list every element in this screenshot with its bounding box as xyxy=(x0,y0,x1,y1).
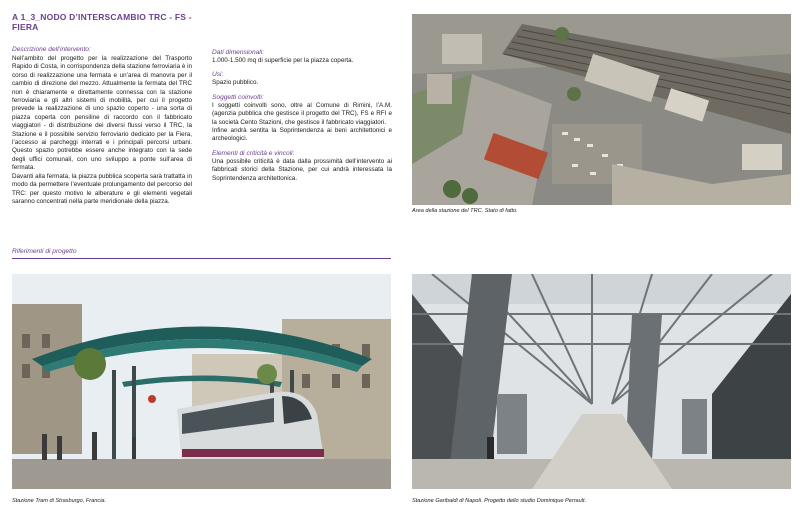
aerial-caption: Area della stazione del TRC. Stato di fatto. xyxy=(412,208,518,214)
uses-text: Spazio pubblico. xyxy=(212,79,259,87)
aerial-photo xyxy=(412,14,791,205)
description-heading: Descrizione dell’intervento: xyxy=(12,46,91,53)
description-column xyxy=(12,46,192,206)
description-paragraph-1: Nell’ambito del progetto per la realizzazione del Trasporto Rapido di Costa, in corrispondenza della stazione ferroviaria è in corso di realizzazione una fermata e un’area di manovra per il cambio di direzione del mezzo. Attualmente la fermata del TRC non è chiaramente e direttamente connessa con la stazione ferroviaria e gli altri sistemi di mobilità, per cui il progetto prevede la realizzazione di uno spazio coperto - una sorta di piazza coperta con pensiline di raccordo con il fabbricato viaggiatori - di distribuzione dei diversi flussi verso il TRC, la Stazione e il possibile servizio ferroviario dedicato per la Fiera, l’accesso ai parcheggi interrati e i principali percorsi urbani. Questo spazio potrebbe essere anche integrato con la sede degli uffici comunali, con uno sviluppo a ponte sull’area di fermata. xyxy=(12,55,192,172)
description-paragraph-2: Davanti alla fermata, la piazza pubblica scoperta sarà trattatta in modo da permettere l’eventuale prolungamento del percorso del TRC: per questo motivo le alberature e gli elementi vegetali saranno concentrati nella parte meridionale della piazza. xyxy=(12,172,192,205)
napoli-photo xyxy=(412,274,791,489)
subjects-text: I soggetti coinvolti sono, oltre al Comune di Rimini, l’A.M. (agenzia pubblica che gestisce il progetto del TRC), FS e RFI e la società Cento Stazioni, che gestisce il fabbricato viaggiatori. xyxy=(212,101,392,126)
dimensions-text: 1.000-1.500 mq di superficie per la piazza coperta. xyxy=(212,57,354,64)
napoli-caption: Stazione Garibaldi di Napoli. Progetto dello studio Dominique Perrault. xyxy=(412,498,587,504)
subjects-text-2: Infine andrà sentita la Soprintendenza ai beni architettonici e archeologici. xyxy=(212,127,392,143)
subjects-heading: Soggetti coinvolti: xyxy=(212,93,264,101)
uses-heading: Usi: xyxy=(212,71,224,79)
references-heading: Riferimenti di progetto xyxy=(12,248,391,259)
critical-heading: Elementi di criticità e vincoli: xyxy=(212,149,295,157)
tram-caption: Stazione Tram di Strasburgo, Francia. xyxy=(12,498,107,504)
info-column xyxy=(212,15,392,189)
dimensions-heading: Dati dimensionali: xyxy=(212,49,265,56)
critical-text: Una possibile criticità è data dalla prossimità dell’intervento ai fabbricati storici della Stazione, per cui andrà interessata la Soprintendenza architettonica. xyxy=(212,157,392,182)
tram-photo xyxy=(12,274,391,489)
page-title: A 1_3_NODO D’INTERSCAMBIO TRC - FS - FIERA xyxy=(12,12,192,32)
